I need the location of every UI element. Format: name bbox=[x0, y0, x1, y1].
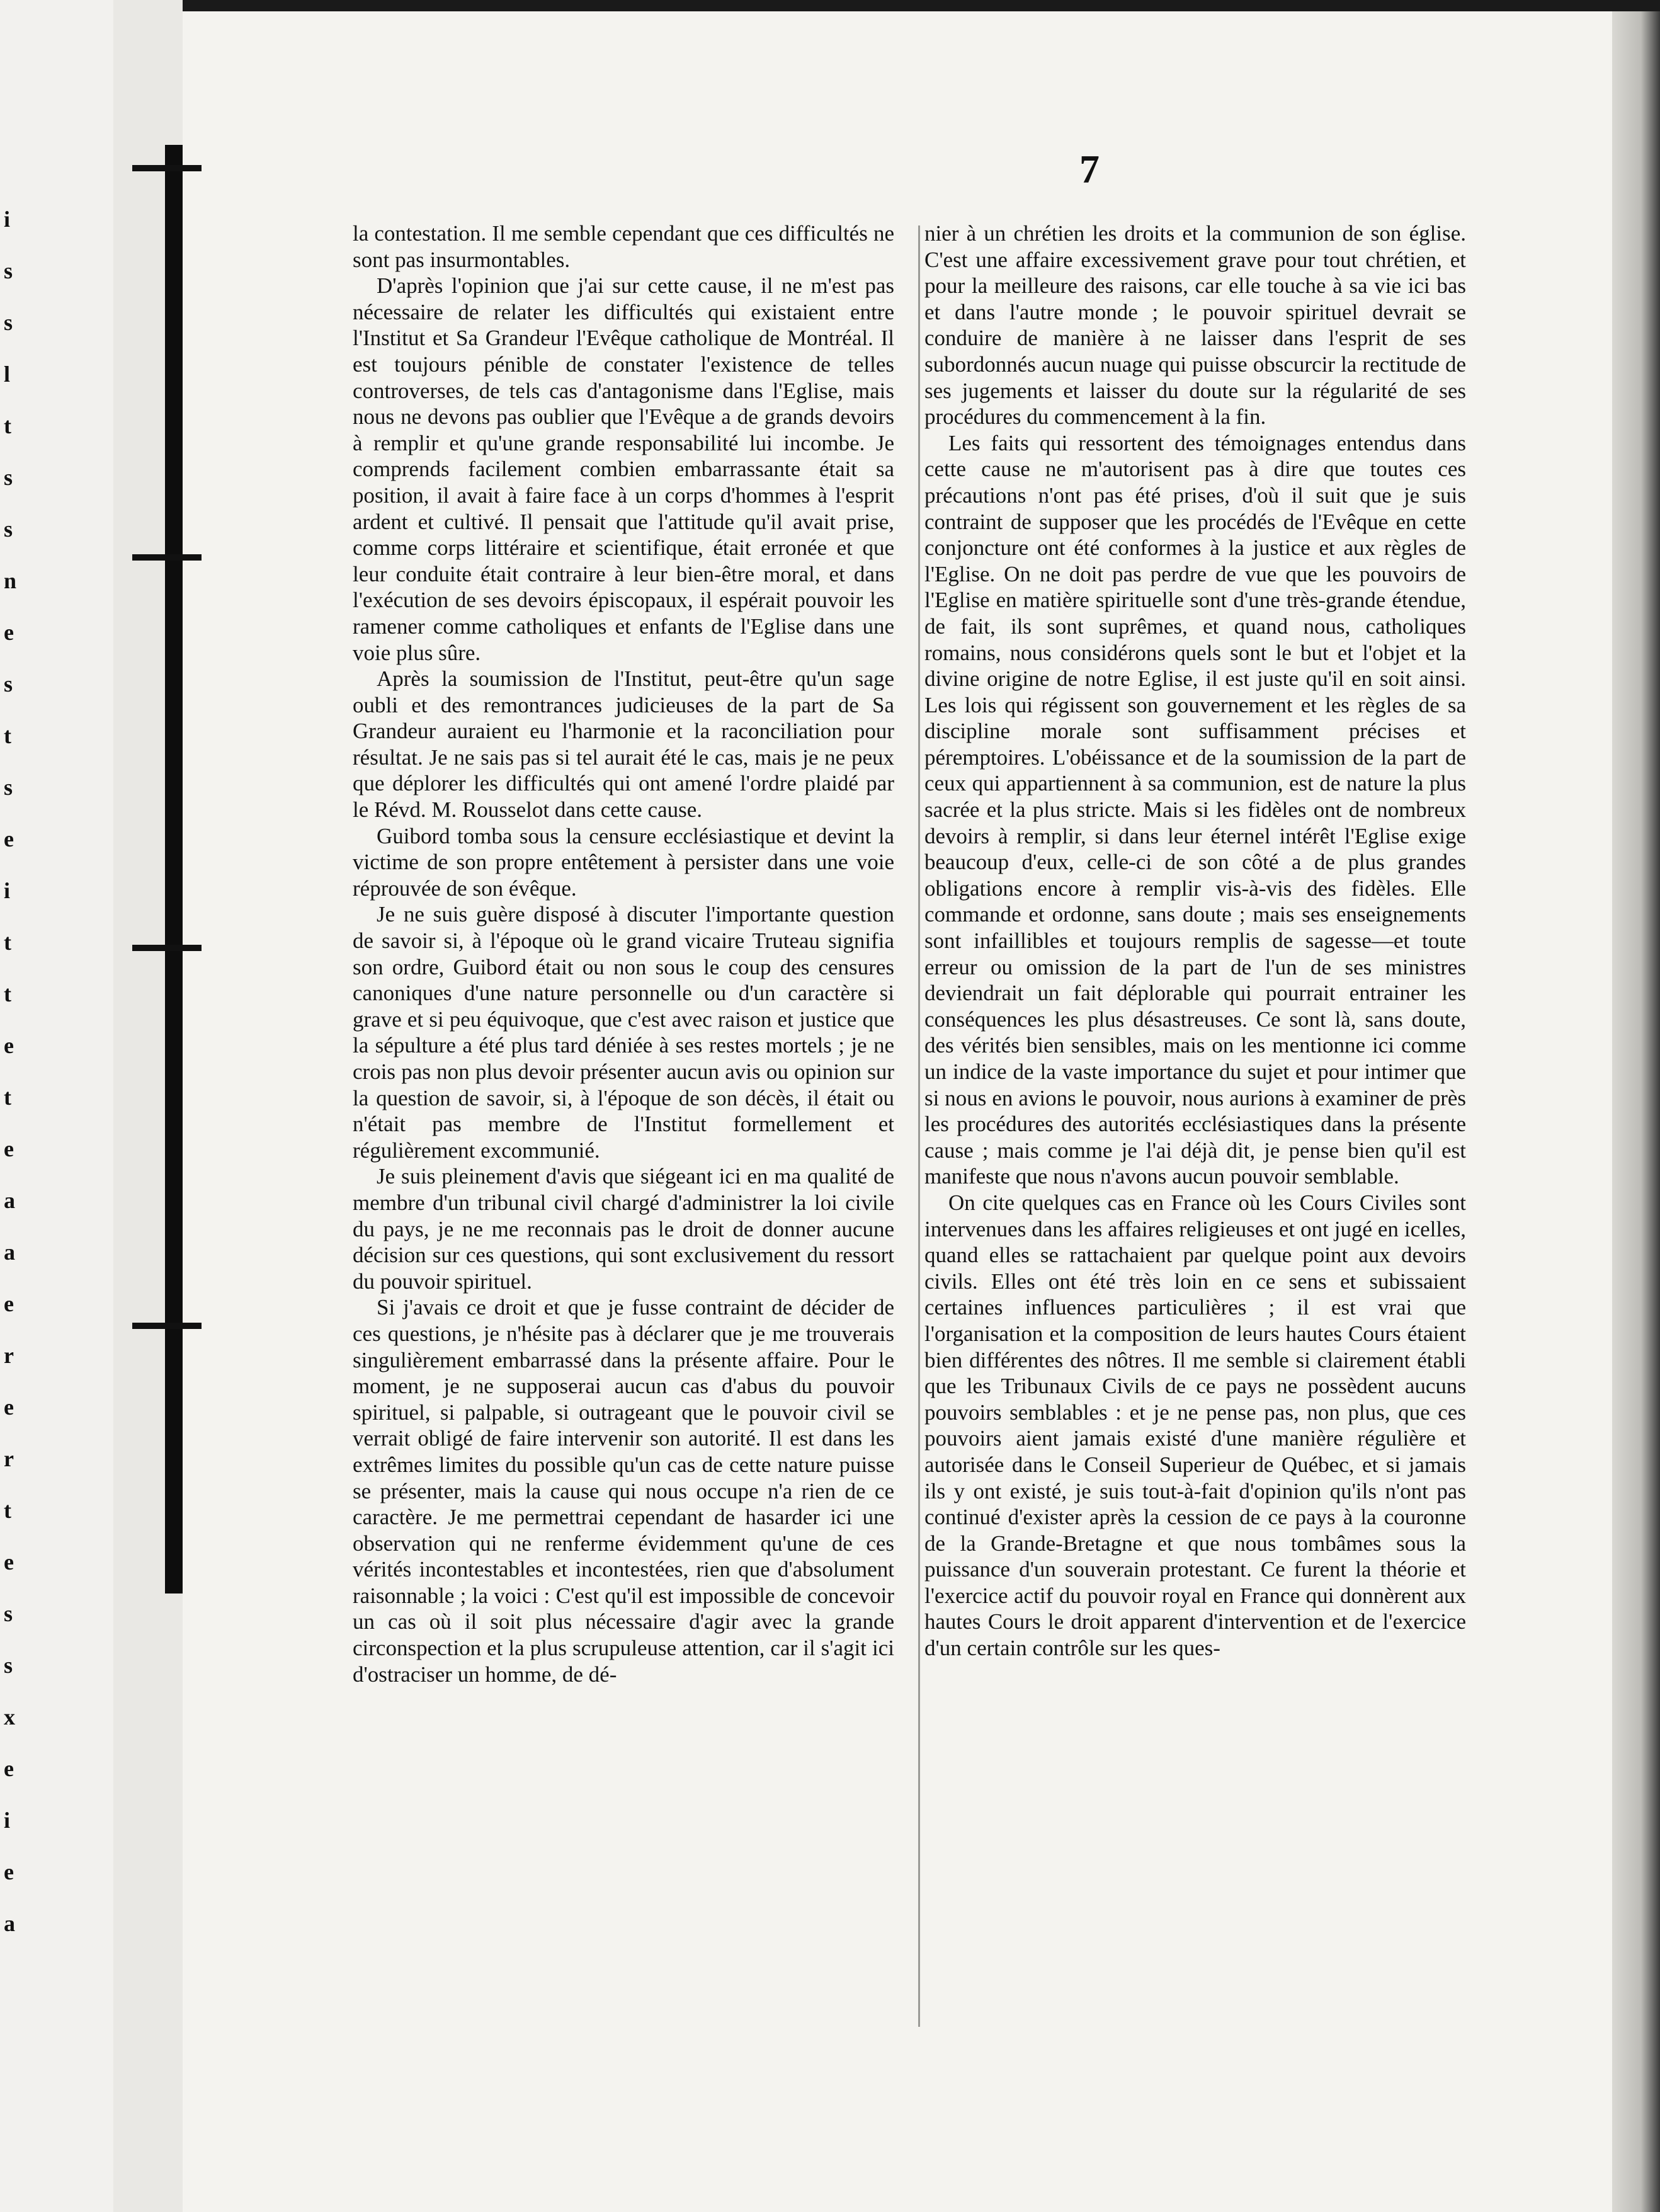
margin-letter: r bbox=[4, 1343, 14, 1368]
binding-tick bbox=[132, 945, 202, 951]
document-page bbox=[183, 11, 1612, 2212]
binding-tick bbox=[132, 554, 202, 561]
paragraph: Guibord tomba sous la censure ecclésiastique et devint la victime de son propre entêtement à persister dans une voie réprouvée de son évêque. bbox=[353, 823, 894, 901]
margin-letter: t bbox=[4, 723, 11, 748]
margin-letter: e bbox=[4, 826, 14, 852]
margin-letter: i bbox=[4, 1808, 11, 1833]
margin-letter: t bbox=[4, 981, 11, 1006]
margin-letter: t bbox=[4, 1085, 11, 1110]
margin-letter: s bbox=[4, 1601, 13, 1626]
margin-letter: e bbox=[4, 1394, 14, 1420]
margin-letter: s bbox=[4, 516, 13, 542]
paragraph: D'après l'opinion que j'ai sur cette cause, il ne m'est pas nécessaire de relater les difficultés qui existaient entre l'Institut et Sa Grandeur l'Evêque catholique de Montréal. Il est toujours pénible de constater l'existence de telles controverses, de tels cas d'antagonisme dans l'Eglise, mais nous ne devons pas oublier que l'Evêque a de grands devoirs à remplir et qu'une grande responsabilité lui incombe. Je comprends facilement combien embarrassante était sa position, il avait à faire face à un corps d'hommes à l'esprit ardent et cultivé. Il pensait que l'attitude qu'il avait prise, comme corps littéraire et scientifique, était erronée et que leur conduite était contraire à leur bien-être moral, et dans l'exécution de ses devoirs épiscopaux, il espérait pouvoir les ramener comme catholiques et enfants de l'Eglise dans une voie plus sûre. bbox=[353, 273, 894, 665]
paragraph: la contestation. Il me semble cependant que ces difficultés ne sont pas insurmontables. bbox=[353, 221, 894, 272]
margin-letter: i bbox=[4, 878, 11, 903]
margin-letter: s bbox=[4, 465, 13, 490]
margin-letter: t bbox=[4, 413, 11, 438]
margin-letter: r bbox=[4, 1446, 14, 1471]
margin-letter: i bbox=[4, 207, 11, 232]
page-right-fold bbox=[1612, 11, 1660, 2212]
margin-letter: t bbox=[4, 930, 11, 955]
margin-letter: e bbox=[4, 620, 14, 645]
right-column bbox=[924, 220, 1466, 1662]
binding-spine bbox=[165, 145, 183, 1593]
left-column bbox=[353, 220, 894, 1687]
margin-letter: e bbox=[4, 1033, 14, 1058]
binding-tick bbox=[132, 165, 202, 171]
page-number: 7 bbox=[1079, 147, 1100, 191]
margin-letter: s bbox=[4, 258, 13, 283]
margin-letter: e bbox=[4, 1291, 14, 1316]
margin-letter: s bbox=[4, 775, 13, 800]
paragraph: Les faits qui ressortent des témoignages entendus dans cette cause ne m'autorisent pas à dire que toutes ces précautions n'ont pas été prises, d'où il suit que je suis contraint de supposer que les procédés de l'Evêque en cette conjoncture ont été conformes à la justice et aux règles de l'Eglise. On ne doit pas perdre de vue que les pouvoirs de l'Eglise en matière spirituelle sont d'une très-grande étendue, de fait, ils sont suprêmes, et quand nous, catholiques romains, nous considérons quels sont le but et l'objet et la divine origine de notre Eglise, il est juste qu'il en soit ainsi. Les lois qui régissent son gouvernement et les règles de sa discipline morale sont suffisamment précises et péremptoires. L'obéissance et de la soumission de la part de ceux qui appartiennent à sa communion, est de nature la plus sacrée et la plus stricte. Mais si les fidèles ont de nombreux devoirs à remplir, si dans leur éternel intérêt l'Eglise exige beaucoup d'eux, celle-ci de son côté a de plus grandes obligations encore à remplir vis-à-vis des fidèles. Elle commande et ordonne, sans doute ; mais ses enseignements sont infaillibles et toujours remplis de sagesse—et toute erreur ou omission de la part de l'un de ses ministres deviendrait un fait déplorable qui pourrait entrainer les conséquences les plus désastreuses. Ce sont là, sans doute, des vérités bien sensibles, mais on les mentionne ici comme un indice de la vaste importance du sujet et pour intimer que si nous en avions le pouvoir, nous aurions à examiner de près les procédures des autorités ecclésiastiques dans la présente cause ; mais comme je l'ai déjà dit, je pense bien qu'il est manifeste que nous n'avons aucun pouvoir semblable. bbox=[924, 430, 1466, 1189]
margin-letter: a bbox=[4, 1240, 15, 1265]
margin-letter: n bbox=[4, 568, 17, 593]
paragraph: Je suis pleinement d'avis que siégeant ici en ma qualité de membre d'un tribunal civil chargé d'administrer la loi civile du pays, je ne me reconnais pas le droit de donner aucune décision sur ces questions, qui sont exclusivement du ressort du pouvoir spirituel. bbox=[353, 1164, 894, 1294]
margin-letter: e bbox=[4, 1136, 14, 1161]
margin-letter: a bbox=[4, 1188, 15, 1213]
paragraph: On cite quelques cas en France où les Cours Civiles sont intervenues dans les affaires religieuses et ont jugé en icelles, quand elles se rattachaient par quelque point aux devoirs civils. Elles ont été très loin en ce sens et subissaient certaines influences particulières ; il est vrai que l'organisation et la composition de leurs hautes Cours étaient bien différentes des nôtres. Il me semble si clairement établi que les Tribunaux Civils de ce pays ne possèdent aucuns pouvoirs semblables : et je ne pense pas, non plus, que ces pouvoirs aient jamais existé d'une manière régulière et autorisée dans le Conseil Superieur de Québec, et si jamais ils y ont existé, je suis tout-à-fait d'opinion qu'ils n'ont pas continué d'exister après la cession de ce pays à la couronne de la Grande-Bretagne et que nous tombâmes sous la puissance d'un souverain protestant. Ce furent la théorie et l'exercice actif du pouvoir royal en France qui donnèrent aux hautes Cours le droit apparent d'intervention et de l'exercice d'un certain contrôle sur les ques- bbox=[924, 1190, 1466, 1661]
binding-tick bbox=[132, 1323, 202, 1329]
margin-letter: l bbox=[4, 362, 11, 387]
margin-letter: s bbox=[4, 671, 13, 697]
margin-letter: x bbox=[4, 1704, 15, 1730]
paragraph: Après la soumission de l'Institut, peut-être qu'un sage oubli et des remontrances judicieuses de la part de Sa Grandeur auraient eu l'harmonie et la raconciliation pour résultat. Je ne sais pas si tel aurait été le cas, mais je ne peux que déplorer les difficultés qui ont amené l'ordre plaidé par le Révd. M. Rousselot dans cette cause. bbox=[353, 666, 894, 823]
margin-letter: s bbox=[4, 1653, 13, 1678]
margin-letter: s bbox=[4, 310, 13, 335]
margin-letter: e bbox=[4, 1859, 14, 1884]
paragraph: Je ne suis guère disposé à discuter l'importante question de savoir si, à l'époque où le grand vicaire Truteau signifia son ordre, Guibord était ou non sous le coup des censures canoniques d'une nature personnelle ou d'un caractère si grave et si peu équivoque, que c'est avec raison et justice que la sépulture a été plus tard déniée à ses restes mortels ; je ne crois pas non plus devoir présenter aucun avis ou opinion sur la question de savoir, si, à l'époque de son décès, il était ou n'était pas membre de l'Institut formellement et régulièrement excommunié. bbox=[353, 902, 894, 1163]
margin-letter: t bbox=[4, 1498, 11, 1523]
paragraph: nier à un chrétien les droits et la communion de son église. C'est une affaire excessivement grave pour tout chrétien, et pour la meilleure des raisons, car elle touche à sa vie ici bas et dans l'autre monde ; le pouvoir spirituel devrait se conduire de manière à ne laisser dans l'esprit de ses subordonnés aucun nuage qui puisse obscurcir la rectitude de ses jugements et laisser du doute sur la régularité de ses procédures du commencement à la fin. bbox=[924, 221, 1466, 430]
column-divider bbox=[918, 225, 920, 2027]
margin-letter: a bbox=[4, 1911, 15, 1936]
margin-letter: e bbox=[4, 1549, 14, 1575]
adjacent-page-strip bbox=[0, 0, 113, 2212]
margin-letter: e bbox=[4, 1756, 14, 1781]
paragraph: Si j'avais ce droit et que je fusse contraint de décider de ces questions, je n'hésite pas à déclarer que je me trouverais singulièrement embarrassé dans la présente affaire. Pour le moment, je ne supposerai aucun cas d'abus du pouvoir spirituel, si palpable, si outrageant que le pouvoir civil se verrait obligé de faire intervenir son autorité. Il est dans les extrêmes limites du possible qu'un cas de cette nature puisse se présenter, mais la cause qui nous occupe n'a rien de ce caractère. Je me permettrai cependant de hasarder ici une observation qui ne renferme évidemment qu'une de ces vérités incontestables et incontestées, rien que d'absolument raisonnable ; la voici : C'est qu'il est impossible de concevoir un cas où il soit plus nécessaire d'agir avec la grande circonspection et la plus scrupuleuse attention, car il s'agit ici d'ostraciser un homme, de dé- bbox=[353, 1295, 894, 1687]
